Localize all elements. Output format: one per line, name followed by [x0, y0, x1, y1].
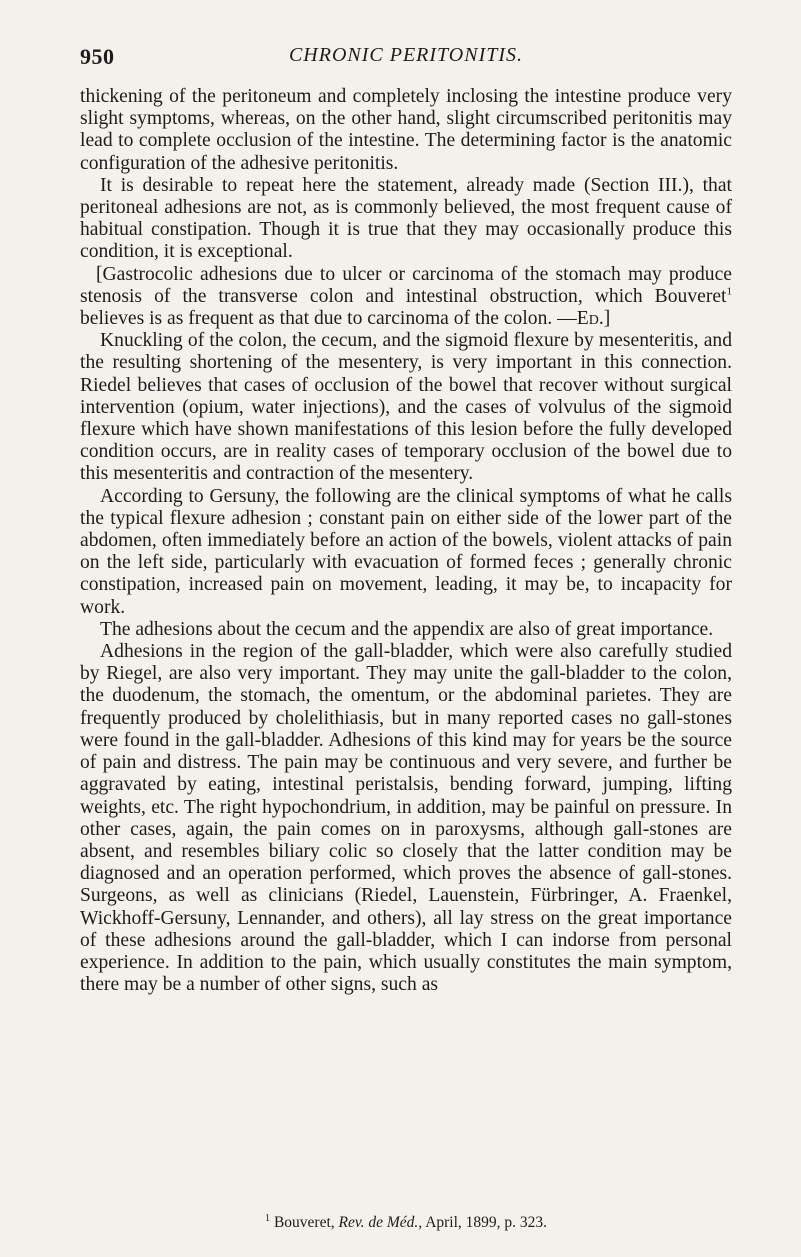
footnote [80, 1214, 732, 1232]
footnote-journal: Rev. de Méd., [338, 1214, 423, 1231]
running-head [80, 44, 732, 74]
paragraph-gall-bladder: Adhesions in the region of the gall-bladder, which were also carefully studied by Riegel, are also very important. They may unite the gall-bladder to the colon, the duodenum, the stomach, the omentum, or the abdominal parietes. They are frequently produced by cholelithiasis, but in many reported cases no gall-stones were found in the gall-bladder. Adhesions of this kind may for years be the source of pain and distress. The pain may be continuous and very severe, and further be aggravated by eating, intestinal peristalsis, bending forward, jumping, lifting weights, etc. The right hypochondrium, in addition, may be painful on pressure. In other cases, again, the pain comes on in paroxysms, although gall-stones are absent, and resembles biliary colic so closely that the latter condition may be diagnosed and an operation performed, which proves the absence of gall-stones. Surgeons, as well as clinicians (Riedel, Lauenstein, Fürbringer, A. Fraenkel, Wickhoff-Gersuny, Lennander, and others), all lay stress on the great importance of these adhesions around the gall-bladder, which I can indorse from personal experience. In addition to the pain, which usually constitutes the main symptom, there may be a number of other signs, such as [80, 641, 732, 996]
footnote-mark: 1 [264, 1212, 270, 1224]
paragraph-adhesions-constipation: It is desirable to repeat here the statement, already made (Section III.), that peritoneal adhesions are not, as is commonly believed, the most frequent cause of habitual constipation. Though it is true that they may occasionally produce this condition, it is exceptional. [80, 174, 732, 263]
editor-note-paragraph [80, 264, 732, 331]
paragraph-knuckling: Knuckling of the colon, the cecum, and the sigmoid flexure by mesenteritis, and the resulting shortening of the mesentery, is very important in this connection. Riedel believes that cases of occlusion of the bowel that recover without surgical intervention (opium, water injections), and the cases of volvulus of the sigmoid flexure which have shown manifestations of this lesion before the fully developed condition occurs, are in reality cases of temporary occlusion of the bowel due to this mesenteritis and contraction of the mesentery. [80, 330, 732, 485]
paragraph-continuation: thickening of the peritoneum and completely inclosing the intestine produce very slight symptoms, whereas, on the other hand, slight circumscribed peritonitis may lead to complete occlusion of the intestine. The determining factor is the anatomic configuration of the adhesive peritonitis. [80, 86, 732, 174]
editor-note-closing-bracket: ] [603, 308, 611, 330]
footnote-citation: April, 1899, p. 323. [425, 1214, 548, 1231]
page-number: 950 [80, 44, 115, 69]
paragraph-gersuny-symptoms: According to Gersuny, the following are the clinical symptoms of what he calls the typical flexure adhesion ; constant pain on either side of the lower part of the abdomen, often immediately before an action of the bowels, violent attacks of pain on the left side, particularly with evacuation of formed feces ; generally chronic constipation, increased pain on movement, leading, it may be, to incapacity for work. [80, 485, 732, 618]
body-text [80, 86, 732, 996]
editor-note-text-continued: believes is as frequent as that due to carcinoma of the colon. — [80, 308, 577, 330]
editor-note-text: [Gastrocolic adhesions due to ulcer or carcinoma of the stomach may produce stenosis of the transverse colon and intestinal obstruction, which Bouveret [80, 263, 732, 307]
footnote-reference: 1 [726, 285, 732, 298]
editor-signature: Ed. [576, 308, 604, 330]
footnote-author: Bouveret, [273, 1214, 335, 1231]
paragraph-cecum-appendix: The adhesions about the cecum and the appendix are also of great importance. [100, 618, 714, 640]
running-title: CHRONIC PERITONITIS. [288, 44, 524, 66]
